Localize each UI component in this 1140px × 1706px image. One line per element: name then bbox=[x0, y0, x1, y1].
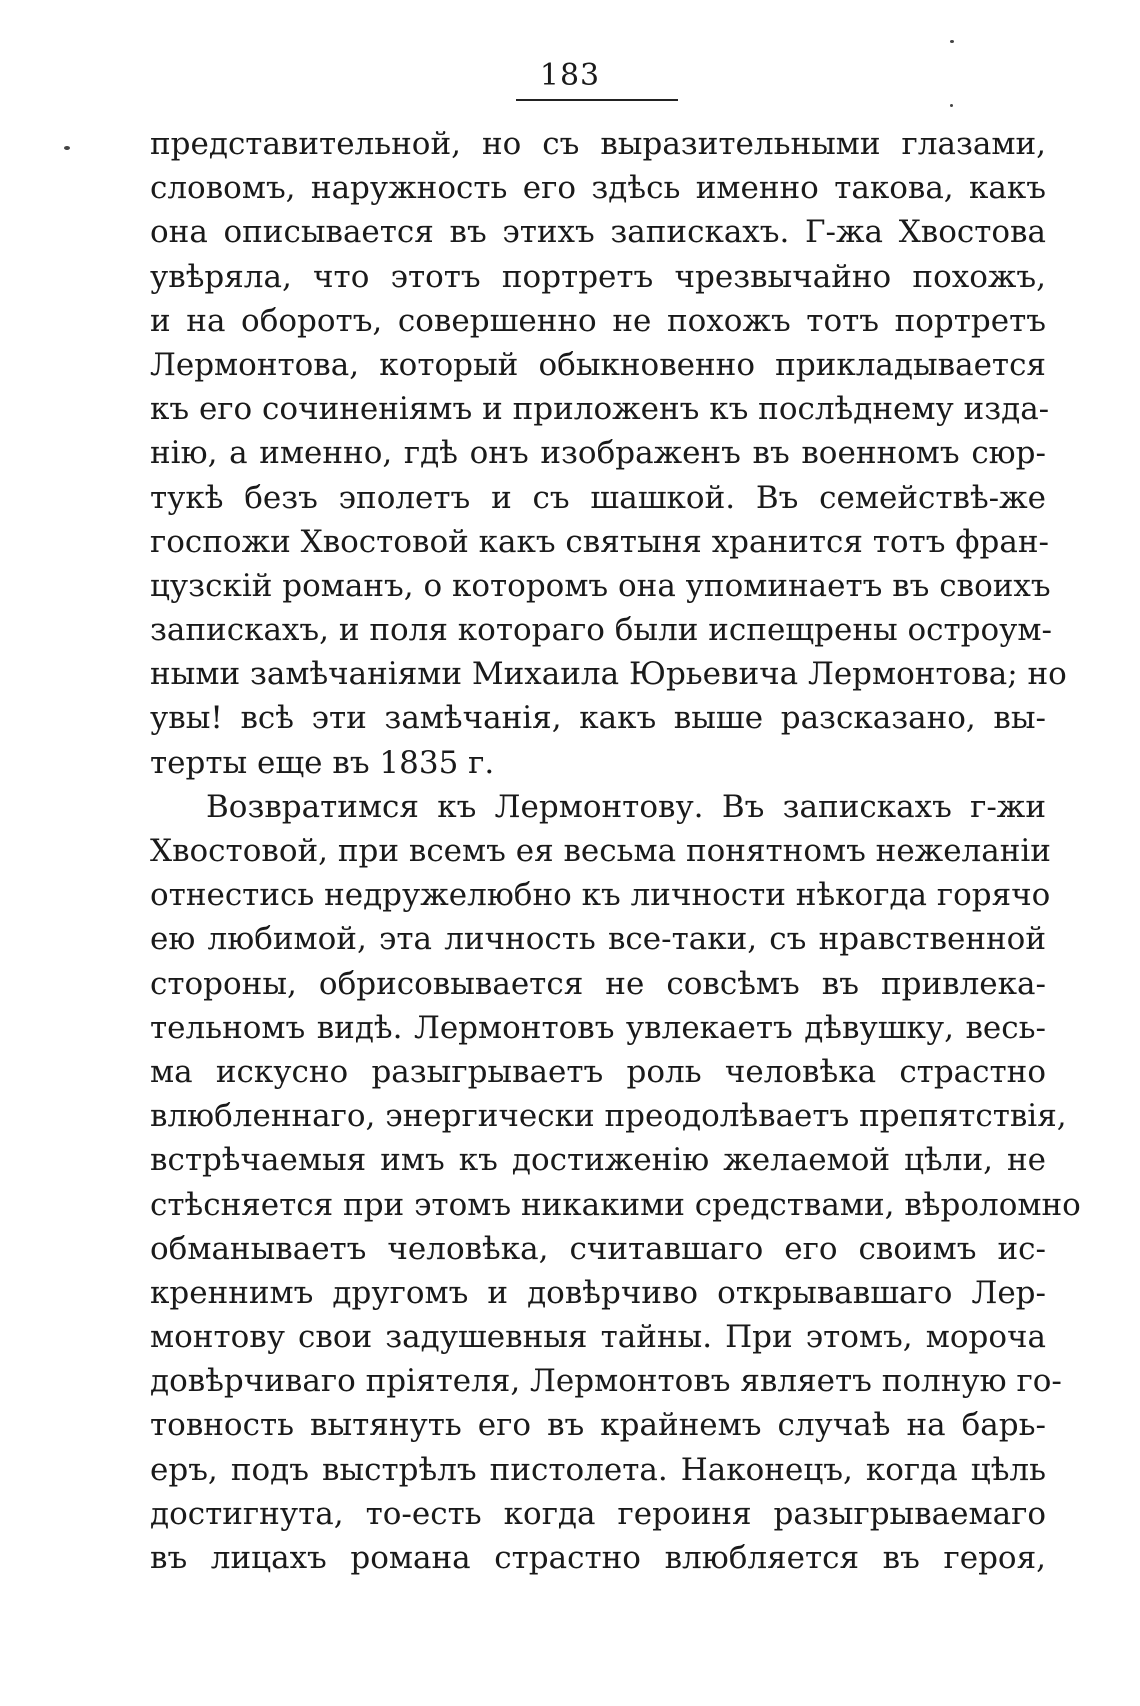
text-line: монтову свои задушевныя тайны. При этомъ, мороча bbox=[150, 1319, 1046, 1356]
text-line: Лермонтова, который обыкновенно прикладывается bbox=[150, 346, 1046, 383]
text-line: увѣряла, что этотъ портретъ чрезвычайно похожъ, bbox=[150, 258, 1046, 295]
text-line: къ его сочиненіямъ и приложенъ къ послѣднему изда- bbox=[150, 391, 1050, 428]
text-line: Хвостовой, при всемъ ея весьма понятномъ нежеланіи bbox=[150, 833, 1051, 869]
text-line: товность вытянуть его въ крайнемъ случаѣ на барь- bbox=[150, 1407, 1046, 1444]
page-number: 183 bbox=[539, 58, 601, 93]
text-line: стороны, обрисовывается не совсѣмъ въ привлека- bbox=[150, 965, 1046, 1002]
text-line: запискахъ, и поля котораго были испещрены остроум- bbox=[150, 612, 1053, 649]
text-line: ными замѣчаніями Михаила Юрьевича Лермонтова; но bbox=[150, 656, 1067, 693]
page-number-rule bbox=[516, 99, 678, 101]
body-text bbox=[150, 122, 1081, 1580]
text-line: влюбленнаго, энергически преодолѣваетъ препятствія, bbox=[150, 1098, 1067, 1135]
text-line: тельномъ видѣ. Лермонтовъ увлекаетъ дѣвушку, весь- bbox=[150, 1009, 1046, 1046]
text-line: госпожи Хвостовой какъ святыня хранится тотъ фран- bbox=[150, 523, 1050, 560]
text-line: она описывается въ этихъ запискахъ. Г-жа Хвостова bbox=[150, 214, 1046, 251]
text-line: представительной, но съ выразительными глазами, bbox=[150, 126, 1046, 162]
text-line: Возвратимся къ Лермонтову. Въ запискахъ г-жи bbox=[206, 788, 1046, 825]
text-line: въ лицахъ романа страстно влюбляется въ героя, bbox=[150, 1540, 1046, 1576]
text-line: ею любимой, эта личность все-таки, съ нравственной bbox=[150, 921, 1046, 958]
scan-speck bbox=[64, 146, 70, 150]
scan-speck bbox=[950, 40, 954, 43]
text-line: цузскій романъ, о которомъ она упоминаетъ въ своихъ bbox=[150, 567, 1051, 604]
text-line: креннимъ другомъ и довѣрчиво открывавшаго Лер- bbox=[150, 1274, 1046, 1311]
text-line: еръ, подъ выстрѣлъ пистолета. Наконецъ, когда цѣль bbox=[150, 1451, 1046, 1488]
scan-speck bbox=[950, 104, 953, 107]
text-line: встрѣчаемыя имъ къ достиженію желаемой цѣли, не bbox=[150, 1142, 1046, 1179]
text-line: увы! всѣ эти замѣчанія, какъ выше разсказано, вы- bbox=[150, 700, 1046, 737]
text-line: достигнута, то-есть когда героиня разыгрываемаго bbox=[150, 1495, 1046, 1532]
text-line: стѣсняется при этомъ никакими средствами, вѣроломно bbox=[150, 1186, 1081, 1223]
text-line: и на оборотъ, совершенно не похожъ тотъ портретъ bbox=[150, 302, 1046, 339]
text-line: довѣрчиваго пріятеля, Лермонтовъ являетъ полную го- bbox=[150, 1363, 1062, 1400]
text-line: ма искусно разыгрываетъ роль человѣка страстно bbox=[150, 1053, 1046, 1090]
text-line: нію, а именно, гдѣ онъ изображенъ въ военномъ сюр- bbox=[150, 435, 1046, 472]
text-line: тукѣ безъ эполетъ и съ шашкой. Въ семействѣ-же bbox=[150, 479, 1046, 516]
text-line: обманываетъ человѣка, считавшаго его своимъ ис- bbox=[150, 1230, 1046, 1267]
text-line: терты еще въ 1835 г. bbox=[150, 744, 495, 781]
text-line: словомъ, наружность его здѣсь именно такова, какъ bbox=[150, 170, 1046, 207]
text-line: отнестись недружелюбно къ личности нѣкогда горячо bbox=[150, 877, 1051, 914]
